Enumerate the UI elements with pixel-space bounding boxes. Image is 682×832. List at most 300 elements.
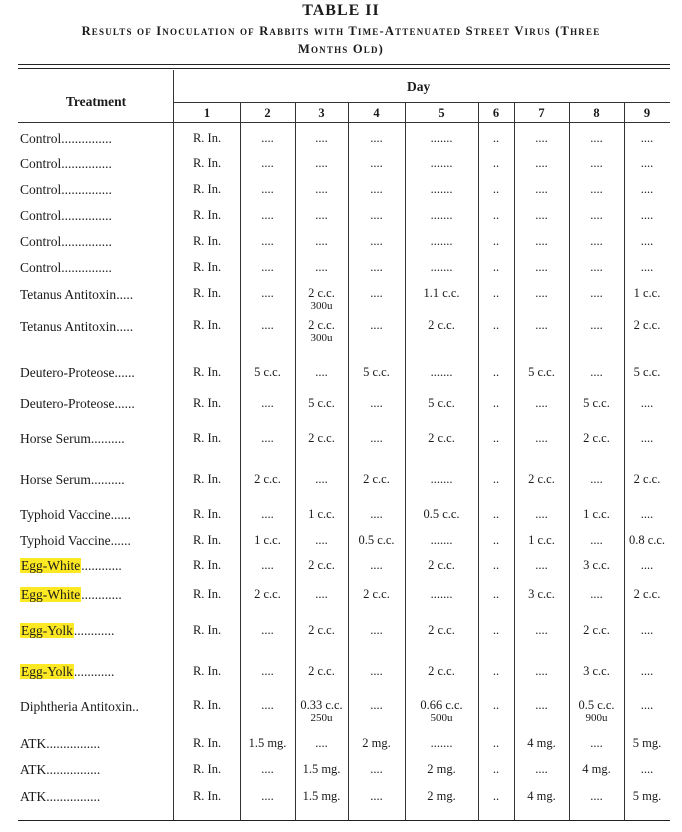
day-9-cell xyxy=(624,534,670,547)
cell-value: .... xyxy=(640,623,654,637)
cell-value: 4 mg. xyxy=(527,789,556,803)
day-9-cell xyxy=(624,790,670,803)
cell-value: .... xyxy=(261,431,274,445)
leader-dots: ............ xyxy=(81,558,122,573)
treatment-name xyxy=(20,156,172,172)
day-4-cell xyxy=(348,473,405,486)
cell-value: .... xyxy=(370,156,383,170)
day-9-cell xyxy=(624,235,670,248)
cell-value: 5 c.c. xyxy=(528,365,555,379)
day-5-cell xyxy=(405,319,478,332)
cell-value: 2 c.c. xyxy=(254,587,281,601)
cell-units: 500u xyxy=(430,712,453,724)
cell-value: .... xyxy=(535,395,548,410)
cell-value: .... xyxy=(535,318,548,332)
treatment-name xyxy=(20,208,172,224)
day-2-cell xyxy=(240,261,295,274)
cell-value: 2 c.c. xyxy=(583,431,610,445)
cell-value: 3 c.c. xyxy=(528,587,555,601)
day-2-cell xyxy=(240,287,295,300)
day-5-cell xyxy=(405,366,478,379)
day-9-cell xyxy=(624,319,670,332)
cell-value: .... xyxy=(590,234,603,248)
day-7-cell xyxy=(514,737,569,750)
day-4-cell xyxy=(348,132,405,145)
day-1-cell xyxy=(174,559,240,572)
table-row xyxy=(0,614,682,652)
treatment-name xyxy=(20,699,172,715)
day-8-cell xyxy=(569,534,624,547)
cell-value: .. xyxy=(492,507,500,521)
day-7-cell xyxy=(514,559,569,572)
day-6-cell xyxy=(478,763,514,776)
day-6-cell xyxy=(478,534,514,547)
treatment-label: Control xyxy=(20,208,62,223)
treatment-label: Control xyxy=(20,234,62,249)
day-5-cell xyxy=(405,397,478,410)
day-8-cell xyxy=(569,132,624,145)
cell-value: .. xyxy=(492,698,500,712)
day-9-cell xyxy=(624,397,670,410)
cell-value: .... xyxy=(640,663,654,678)
day-2-cell xyxy=(240,183,295,196)
day-3-cell xyxy=(295,209,348,222)
cell-value: 2 mg. xyxy=(427,762,456,776)
table-row xyxy=(0,179,682,205)
day-number-2: 2 xyxy=(264,106,271,120)
cell-value: .... xyxy=(370,234,383,248)
cell-value: .... xyxy=(315,471,328,486)
day-2-cell xyxy=(240,319,295,332)
day-7-cell xyxy=(514,209,569,222)
table-row xyxy=(0,315,682,362)
cell-value: .. xyxy=(492,623,500,637)
cell-units: 900u xyxy=(585,712,608,724)
treatment-label: ATK xyxy=(20,762,47,777)
day-4-cell xyxy=(348,209,405,222)
leader-dots: ............... xyxy=(61,260,112,275)
day-3-cell xyxy=(295,559,348,572)
cell-value: .... xyxy=(590,533,603,547)
leader-dots: ............ xyxy=(73,623,115,638)
day-4-cell xyxy=(348,235,405,248)
day-3-cell xyxy=(295,534,348,547)
cell-value: .... xyxy=(640,698,654,712)
cell-value: .... xyxy=(535,698,548,712)
cell-value: ....... xyxy=(430,587,453,601)
cell-value: 0.8 c.c. xyxy=(628,533,666,547)
treatment-name xyxy=(20,558,172,574)
day-1-cell xyxy=(174,763,240,776)
table-row xyxy=(0,733,682,759)
day-6-cell xyxy=(478,790,514,803)
day-5-cell xyxy=(405,790,478,803)
cell-value: 2 c.c. xyxy=(308,431,335,445)
leader-dots: ...... xyxy=(114,365,135,380)
day-2-cell xyxy=(240,397,295,410)
day-5-cell xyxy=(405,763,478,776)
cell-value: .... xyxy=(261,318,274,332)
cell-value: .... xyxy=(370,208,383,222)
day-1-cell xyxy=(174,287,240,300)
cell-value: 0.33 c.c. xyxy=(300,698,343,712)
day-6-cell xyxy=(478,432,514,445)
day-7-cell xyxy=(514,588,569,601)
day-4-cell xyxy=(348,763,405,776)
cell-value: .... xyxy=(590,471,603,486)
day-8-cell xyxy=(569,763,624,776)
day-2-cell xyxy=(240,665,295,678)
cell-value: .... xyxy=(261,208,274,222)
day-1-cell xyxy=(174,624,240,637)
cell-value: 5 c.c. xyxy=(583,395,610,410)
day-7-cell xyxy=(514,261,569,274)
day-2-cell xyxy=(240,559,295,572)
cell-value: 1.5 mg. xyxy=(302,789,341,803)
day-6-cell xyxy=(478,665,514,678)
subtitle-line-1: Results of Inoculation of Rabbits with Time-Attenuated Street Virus (Three xyxy=(81,24,601,38)
day-3-cell xyxy=(295,432,348,445)
day-7-cell xyxy=(514,473,569,486)
day-4-cell xyxy=(348,699,405,712)
day-9-cell xyxy=(624,132,670,145)
day-6-cell xyxy=(478,261,514,274)
day-4-cell xyxy=(348,261,405,274)
day-8-cell xyxy=(569,397,624,410)
day-8-cell xyxy=(569,157,624,170)
day-1-cell xyxy=(174,737,240,750)
cell-value: .... xyxy=(315,260,328,274)
day-1-cell xyxy=(174,157,240,170)
cell-value: R. In. xyxy=(192,736,222,750)
cell-value: 2 mg. xyxy=(362,736,391,750)
cell-value: ....... xyxy=(430,130,453,145)
cell-value: R. In. xyxy=(192,587,222,601)
day-number-5: 5 xyxy=(438,106,445,120)
day-6-cell xyxy=(478,588,514,601)
cell-value: .... xyxy=(535,431,548,445)
day-8-cell xyxy=(569,183,624,196)
day-2-cell xyxy=(240,790,295,803)
cell-value: .... xyxy=(590,208,603,222)
cell-value: ....... xyxy=(430,234,453,248)
leader-dots: ............... xyxy=(61,234,112,249)
cell-value: R. In. xyxy=(192,533,222,547)
cell-value: R. In. xyxy=(192,130,222,145)
day-6-cell xyxy=(478,624,514,637)
treatment-label: Tetanus Antitoxin xyxy=(20,287,117,302)
day-3-cell xyxy=(295,157,348,170)
leader-dots: .......... xyxy=(90,431,125,446)
cell-value: .... xyxy=(640,762,654,776)
cell-value: 5 c.c. xyxy=(633,365,661,379)
cell-value: .... xyxy=(590,260,603,274)
treatment-name xyxy=(20,472,172,488)
cell-value: 2 c.c. xyxy=(308,318,335,332)
cell-value: 3 c.c. xyxy=(583,663,610,678)
day-9-cell xyxy=(624,665,670,678)
day-9-cell xyxy=(624,508,670,521)
leader-dots: ...... xyxy=(110,533,131,548)
day-1-cell xyxy=(174,432,240,445)
day-header-underline xyxy=(174,102,670,103)
treatment-label: Egg-Yolk xyxy=(21,663,73,679)
cell-value: .... xyxy=(370,431,383,445)
day-3-cell xyxy=(295,397,348,410)
cell-value: .... xyxy=(261,234,274,248)
cell-value: .... xyxy=(261,762,274,776)
leader-dots: ............ xyxy=(73,663,115,679)
day-1-cell xyxy=(174,588,240,601)
cell-value: 2 c.c. xyxy=(633,318,661,332)
day-3-cell xyxy=(295,366,348,379)
treatment-label: Horse Serum xyxy=(20,471,91,487)
cell-value: .. xyxy=(492,182,500,196)
cell-value: .... xyxy=(535,558,548,572)
leader-dots: ...... xyxy=(114,395,135,411)
day-7-cell xyxy=(514,432,569,445)
day-1-cell xyxy=(174,235,240,248)
cell-value: .... xyxy=(590,182,603,196)
day-1-cell xyxy=(174,366,240,379)
day-4-cell xyxy=(348,790,405,803)
cell-value: .... xyxy=(261,623,274,637)
cell-value: .. xyxy=(492,318,500,332)
top-rule-1 xyxy=(18,64,670,65)
treatment-label: Egg-White xyxy=(21,558,81,573)
day-7-cell xyxy=(514,132,569,145)
cell-value: 2 c.c. xyxy=(583,623,610,637)
day-8-cell xyxy=(569,624,624,637)
day-number-6: 6 xyxy=(492,106,500,120)
header-bottom-rule xyxy=(18,122,670,123)
day-9-cell xyxy=(624,763,670,776)
cell-value: .... xyxy=(370,130,383,145)
day-6-cell xyxy=(478,366,514,379)
day-9-cell xyxy=(624,624,670,637)
day-8-cell xyxy=(569,287,624,300)
day-9-cell xyxy=(624,473,670,486)
day-number-9: 9 xyxy=(643,106,651,120)
bottom-rule xyxy=(18,820,670,821)
cell-value: .. xyxy=(492,736,500,750)
day-5-cell xyxy=(405,209,478,222)
cell-value: 1 c.c. xyxy=(254,533,281,547)
cell-value: .... xyxy=(535,663,548,678)
day-5-cell xyxy=(405,183,478,196)
day-2-cell xyxy=(240,508,295,521)
cell-value: .. xyxy=(492,156,500,170)
table-row xyxy=(0,128,682,153)
treatment-label: Diphtheria Antitoxin xyxy=(20,699,133,714)
day-4-cell xyxy=(348,588,405,601)
leader-dots: .......... xyxy=(90,471,125,487)
day-2-cell xyxy=(240,132,295,145)
cell-value: .... xyxy=(640,558,654,572)
day-8-cell xyxy=(569,508,624,521)
cell-value: .... xyxy=(640,130,654,145)
treatment-name xyxy=(20,623,172,639)
cell-value: .... xyxy=(535,130,548,145)
treatment-label: ATK xyxy=(20,789,47,804)
cell-value: 0.5 c.c. xyxy=(578,698,615,712)
day-9-cell xyxy=(624,157,670,170)
cell-value: 4 mg. xyxy=(582,762,611,776)
day-8-cell xyxy=(569,588,624,601)
day-2-cell xyxy=(240,588,295,601)
treatment-name xyxy=(20,507,172,523)
cell-value: 0.66 c.c. xyxy=(420,698,463,712)
leader-dots: ...... xyxy=(110,507,131,522)
cell-value: 5 c.c. xyxy=(428,395,455,410)
day-5-cell xyxy=(405,737,478,750)
cell-value: .. xyxy=(492,365,500,379)
treatment-name xyxy=(20,365,172,381)
cell-value: .... xyxy=(315,156,328,170)
day-3-cell xyxy=(295,508,348,521)
treatment-label: Deutero-Proteose xyxy=(20,395,115,411)
cell-value: .... xyxy=(261,663,274,678)
cell-value: .... xyxy=(640,234,654,248)
cell-value: R. In. xyxy=(192,507,222,521)
treatment-label: Typhoid Vaccine xyxy=(20,533,111,548)
treatment-label: Tetanus Antitoxin xyxy=(20,319,117,334)
day-7-cell xyxy=(514,790,569,803)
day-7-cell xyxy=(514,534,569,547)
table-row xyxy=(0,580,682,614)
day-1-cell xyxy=(174,319,240,332)
cell-value: R. In. xyxy=(192,395,222,410)
day-1-cell xyxy=(174,209,240,222)
cell-value: .. xyxy=(492,130,500,145)
cell-value: .... xyxy=(261,130,274,145)
day-1-cell xyxy=(174,508,240,521)
cell-value: .... xyxy=(370,762,383,776)
leader-dots: ..... xyxy=(116,287,134,302)
cell-value: .... xyxy=(261,182,274,196)
treatment-name xyxy=(20,587,172,603)
treatment-name xyxy=(20,789,172,805)
cell-value: .... xyxy=(261,698,274,712)
treatment-header: Treatment xyxy=(65,94,127,109)
day-1-cell xyxy=(174,473,240,486)
cell-value: .... xyxy=(370,260,383,274)
cell-value: .... xyxy=(640,260,654,274)
cell-value: .. xyxy=(492,431,500,445)
day-7-cell xyxy=(514,183,569,196)
treatment-name xyxy=(20,431,172,447)
treatment-name xyxy=(20,131,172,147)
cell-value: .... xyxy=(261,507,274,521)
day-6-cell xyxy=(478,287,514,300)
day-3-cell xyxy=(295,319,348,345)
day-5-cell xyxy=(405,559,478,572)
day-8-cell xyxy=(569,209,624,222)
cell-value: .... xyxy=(590,286,603,300)
cell-value: .... xyxy=(370,395,383,410)
cell-value: ....... xyxy=(430,471,453,486)
cell-value: .... xyxy=(261,395,274,410)
cell-value: .... xyxy=(535,507,548,521)
day-number-3: 3 xyxy=(318,106,325,120)
day-4-cell xyxy=(348,319,405,332)
table-row xyxy=(0,556,682,580)
day-4-cell xyxy=(348,183,405,196)
cell-value: .. xyxy=(492,533,500,547)
cell-value: .... xyxy=(590,736,603,750)
day-4-cell xyxy=(348,624,405,637)
day-5-cell xyxy=(405,432,478,445)
day-number-8: 8 xyxy=(593,106,600,120)
cell-value: 2 c.c. xyxy=(363,587,390,601)
treatment-label: Control xyxy=(20,260,62,275)
day-4-cell xyxy=(348,366,405,379)
cell-value: .... xyxy=(590,789,603,803)
cell-value: .... xyxy=(640,395,654,410)
day-7-cell xyxy=(514,763,569,776)
day-9-cell xyxy=(624,699,670,712)
cell-value: .... xyxy=(370,789,383,803)
cell-value: .. xyxy=(492,762,500,776)
treatment-name xyxy=(20,762,172,778)
table-row xyxy=(0,423,682,459)
day-5-cell xyxy=(405,699,478,725)
cell-units: 300u xyxy=(310,332,333,344)
day-6-cell xyxy=(478,699,514,712)
cell-value: 5 mg. xyxy=(632,789,662,803)
day-7-cell xyxy=(514,319,569,332)
cell-value: 2 c.c. xyxy=(428,431,455,445)
cell-value: 2 c.c. xyxy=(363,471,390,486)
treatment-label: ATK xyxy=(20,736,47,751)
cell-value: 2 c.c. xyxy=(428,663,455,678)
day-number-4: 4 xyxy=(373,106,380,120)
cell-value: 1.5 mg. xyxy=(302,762,341,776)
table-row xyxy=(0,759,682,785)
cell-value: ....... xyxy=(430,208,453,222)
day-1-cell xyxy=(174,790,240,803)
cell-value: ....... xyxy=(430,365,453,379)
cell-value: 1 c.c. xyxy=(528,533,555,547)
cell-value: 2 c.c. xyxy=(633,471,661,486)
day-9-cell xyxy=(624,183,670,196)
cell-value: R. In. xyxy=(192,623,222,637)
cell-value: .... xyxy=(590,130,603,145)
cell-value: ....... xyxy=(430,736,453,750)
cell-value: ....... xyxy=(430,260,453,274)
day-4-cell xyxy=(348,559,405,572)
day-7-cell xyxy=(514,508,569,521)
day-5-cell xyxy=(405,261,478,274)
day-2-cell xyxy=(240,699,295,712)
treatment-label: Control xyxy=(20,156,62,171)
cell-value: R. In. xyxy=(192,471,222,486)
cell-value: .... xyxy=(535,234,548,248)
cell-value: 1.5 mg. xyxy=(248,736,287,750)
cell-value: R. In. xyxy=(192,318,222,332)
cell-value: .... xyxy=(315,208,328,222)
treatment-name xyxy=(20,319,172,335)
cell-value: 3 c.c. xyxy=(583,558,610,572)
day-7-cell xyxy=(514,624,569,637)
leader-dots: ............ xyxy=(81,587,122,602)
day-4-cell xyxy=(348,432,405,445)
cell-value: 2 c.c. xyxy=(254,471,281,486)
day-2-cell xyxy=(240,366,295,379)
cell-value: .. xyxy=(492,471,500,486)
cell-value: .. xyxy=(492,558,500,572)
cell-value: 2 c.c. xyxy=(428,623,455,637)
